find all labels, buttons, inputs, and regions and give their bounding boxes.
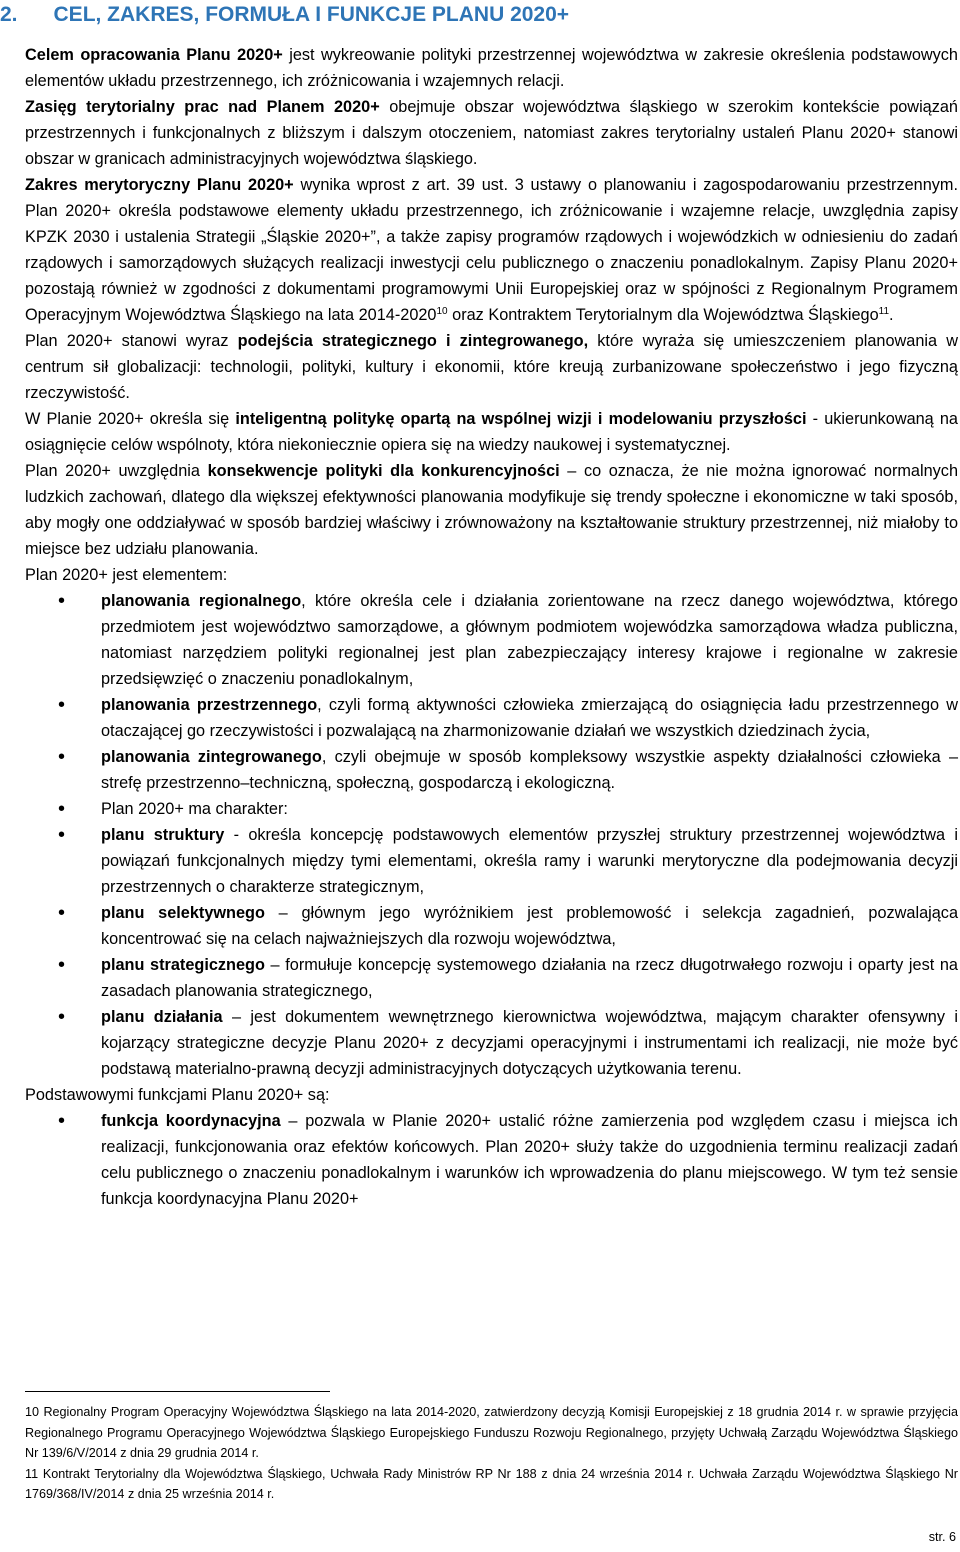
page-number: str. 6 — [928, 1530, 956, 1544]
paragraph-text: jest wykreowanie polityki przestrzennej województwa w zakresie określenia podstawowych elementów układu przestrzennego, ich zróżnicowania i wzajemnych relacji. — [25, 46, 958, 90]
paragraph-text: W Planie 2020+ określa się — [25, 410, 236, 428]
bold-phrase: konsekwencje polityki dla konkurencyjności — [207, 462, 560, 480]
paragraph-text: które wyraża się umieszczeniem planowania w centrum sił globalizacji: technologii, polityki, kultury i ekonomii, które kreują zurbanizowane społeczeństwo i jego fizyczną rzeczywistość. — [25, 332, 958, 402]
paragraph-smart-policy — [25, 406, 958, 458]
section-number: 2. — [0, 3, 18, 26]
footnote-10: 10 Regionalny Program Operacyjny Województwa Śląskiego na lata 2014-2020, zatwierdzony decyzją Komisji Europejskiej z 18 grudnia 2014 r. w sprawie przyjęcia Regionalnego Programu Operacyjnego Województwa Śląskiego Europejskiego Funduszu Rozwoju Regionalnego, przyjęty Uchwałą Zarządu Województwa Śląskiego Nr 139/6/V/2014 z dnia 29 grudnia 2014 r. — [25, 1405, 958, 1460]
list-item-text: - określa koncepcję podstawowych elementów przyszłej struktury przestrzennej województwa i powiązań funkcjonalnych między tymi elementami, określa ramy i warunki merytoryczne dla podejmowania decyzji przestrzennych o charakterze strategicznym, — [101, 826, 958, 896]
bold-phrase: Zakres merytoryczny Planu 2020+ — [25, 176, 294, 194]
list-item — [25, 900, 958, 952]
list-item — [25, 588, 958, 692]
footnote-separator — [25, 1391, 330, 1392]
paragraph-element-intro: Plan 2020+ jest elementem: — [25, 566, 228, 584]
bold-phrase: funkcja koordynacyjna — [101, 1112, 281, 1130]
paragraph-goal — [25, 42, 958, 94]
paragraph-text: Plan 2020+ stanowi wyraz — [25, 332, 238, 350]
bold-phrase: planu działania — [101, 1008, 223, 1026]
document-body — [25, 42, 958, 1212]
list-item-text: – jest dokumentem wewnętrznego kierownictwa województwa, mającym charakter ofensywny i kojarzący strategiczne decyzje Planu 2020+ z decyzjami operacyjnymi i instrumentami ich realizacji, nie może być podstawą materialno-prawną decyzji administracyjnych dotyczących użytkowania terenu. — [101, 1008, 958, 1078]
list-item — [25, 692, 958, 744]
footnote-ref-11[interactable]: 11 — [878, 306, 890, 317]
bold-phrase: Celem opracowania Planu 2020+ — [25, 46, 283, 64]
list-item — [25, 822, 958, 900]
list-item-text: , czyli obejmuje w sposób kompleksowy wszystkie aspekty działalności człowieka – strefę przestrzenno–techniczną, społeczną, gospodarczą i ekologiczną. — [101, 748, 959, 792]
list-item-text: , czyli formą aktywności człowieka zmierzającą do osiągnięcia ładu przestrzennego w otaczającej go rzeczywistości i pozwalającą na zharmonizowanie działań we wszystkich dziedzinach życia, — [101, 696, 958, 740]
paragraph-text: Plan 2020+ uwzględnia — [25, 462, 208, 480]
paragraph-competitiveness — [25, 458, 958, 562]
paragraph-text: obejmuje obszar województwa śląskiego w szerokim kontekście powiązań przestrzennych i funkcjonalnych z bliższym i dalszym otoczeniem, natomiast zakres terytorialny ustaleń Planu 2020+ stanowi obszar w granicach administracyjnych województwa śląskiego. — [25, 98, 958, 168]
paragraph-text: wynika wprost z art. 39 ust. 3 ustawy o planowaniu i zagospodarowaniu przestrzennym. Plan 2020+ określa podstawowe elementy układu przestrzennego, ich zróżnicowanie i wzajemne relacje, uwzględnia zapisy KPZK 2030 i ustalenia Strategii „Śląskie 2020+”, a także zapisy programów rządowych i wojewódzkich w odniesieniu do zadań rządowych i samorządowych służących realizacji inwestycji celu publicznego o znaczeniu ponadlokalnym. Zapisy Planu 2020+ pozostają również w zgodności z dokumentami programowymi Unii Europejskiej oraz w spójności z Regionalnym Programem Operacyjnym Województwa Śląskiego na lata 2014-2020 — [25, 176, 958, 324]
bullet-list-plan-elements — [25, 588, 958, 1082]
paragraph-text: - ukierunkowaną na osiągnięcie celów wspólnoty, która niekoniecznie opiera się na wiedzy naukowej i systematycznej. — [25, 410, 958, 454]
list-item-text: – formułuje koncepcję systemowego działania na rzecz długotrwałego rozwoju i oparty jest na zasadach planowania strategicznego, — [101, 956, 958, 1000]
bold-phrase: planu strategicznego — [101, 956, 265, 974]
bold-phrase: planowania regionalnego — [101, 592, 302, 610]
list-item — [25, 744, 958, 796]
bold-phrase: inteligentną politykę opartą na wspólnej wizji i modelowaniu przyszłości — [235, 410, 807, 428]
bullet-list-functions — [25, 1108, 958, 1212]
bold-phrase: podejścia strategicznego i zintegrowanego, — [237, 332, 589, 350]
list-item-text: – głównym jego wyróżnikiem jest problemowość i selekcja zagadnień, pozwalająca koncentrować się na celach najważniejszych dla rozwoju województwa, — [101, 904, 958, 948]
paragraph-substantive-scope — [25, 172, 958, 328]
list-item — [25, 1004, 958, 1082]
footnote-11: 11 Kontrakt Terytorialny dla Województwa Śląskiego, Uchwała Rady Ministrów RP Nr 188 z dnia 24 września 2014 r. Uchwała Zarządu Województwa Śląskiego Nr 1769/368/IV/2014 z dnia 25 września 2014 r. — [25, 1466, 958, 1501]
list-item — [25, 952, 958, 1004]
bold-phrase: planu struktury — [101, 826, 225, 844]
bold-phrase: planu selektywnego — [101, 904, 265, 922]
paragraph-strategic-approach — [25, 328, 958, 406]
list-item-text: Plan 2020+ ma charakter: — [101, 800, 288, 818]
bold-phrase: planowania zintegrowanego — [101, 748, 322, 766]
paragraph-text: . — [889, 306, 894, 324]
footnote-ref-10[interactable]: 10 — [436, 306, 448, 317]
paragraph-functions-intro: Podstawowymi funkcjami Planu 2020+ są: — [25, 1086, 330, 1104]
paragraph-text: – co oznacza, że nie można ignorować normalnych ludzkich zachowań, dlatego dla większej efektywności planowania modyfikuje się trendy społeczne i ekonomiczne w taki sposób, aby mogły one oddziaływać w sposób bardziej właściwy i zrównoważony na kształtowanie struktury przestrzennej, niż miałoby to miejsce bez udziału planowania. — [25, 462, 959, 558]
list-item — [25, 1108, 958, 1212]
list-item — [25, 796, 958, 822]
paragraph-territorial-scope — [25, 94, 958, 172]
section-title: CEL, ZAKRES, FORMUŁA I FUNKCJE PLANU 2020+ — [53, 3, 570, 26]
footnotes — [25, 1402, 958, 1505]
bold-phrase: planowania przestrzennego — [101, 696, 318, 714]
paragraph-text: oraz Kontraktem Terytorialnym dla Województwa Śląskiego — [447, 306, 879, 324]
list-item-text: , które określa cele i działania zorientowane na rzecz danego województwa, którego przedmiotem jest województwo samorządowe, a głównym podmiotem wojewódzka samorządowa władza publiczna, natomiast narzędziem polityki regionalnej jest plan zabezpieczający interesy krajowe i regionalne w zakresie przedsięwzięć o znaczeniu ponadlokalnym, — [101, 592, 958, 688]
section-heading — [0, 2, 960, 28]
bold-phrase: Zasięg terytorialny prac nad Planem 2020+ — [25, 98, 380, 116]
list-item-text: – pozwala w Planie 2020+ ustalić różne zamierzenia pod względem czasu i miejsca ich realizacji, funkcjonowania oraz efektów końcowych. Plan 2020+ służy także do uzgodnienia terminu realizacji zadań celu publicznego o znaczeniu ponadlokalnym i warunków ich wprowadzenia do planu miejscowego. W tym też sensie funkcja koordynacyjna Planu 2020+ — [101, 1112, 958, 1208]
